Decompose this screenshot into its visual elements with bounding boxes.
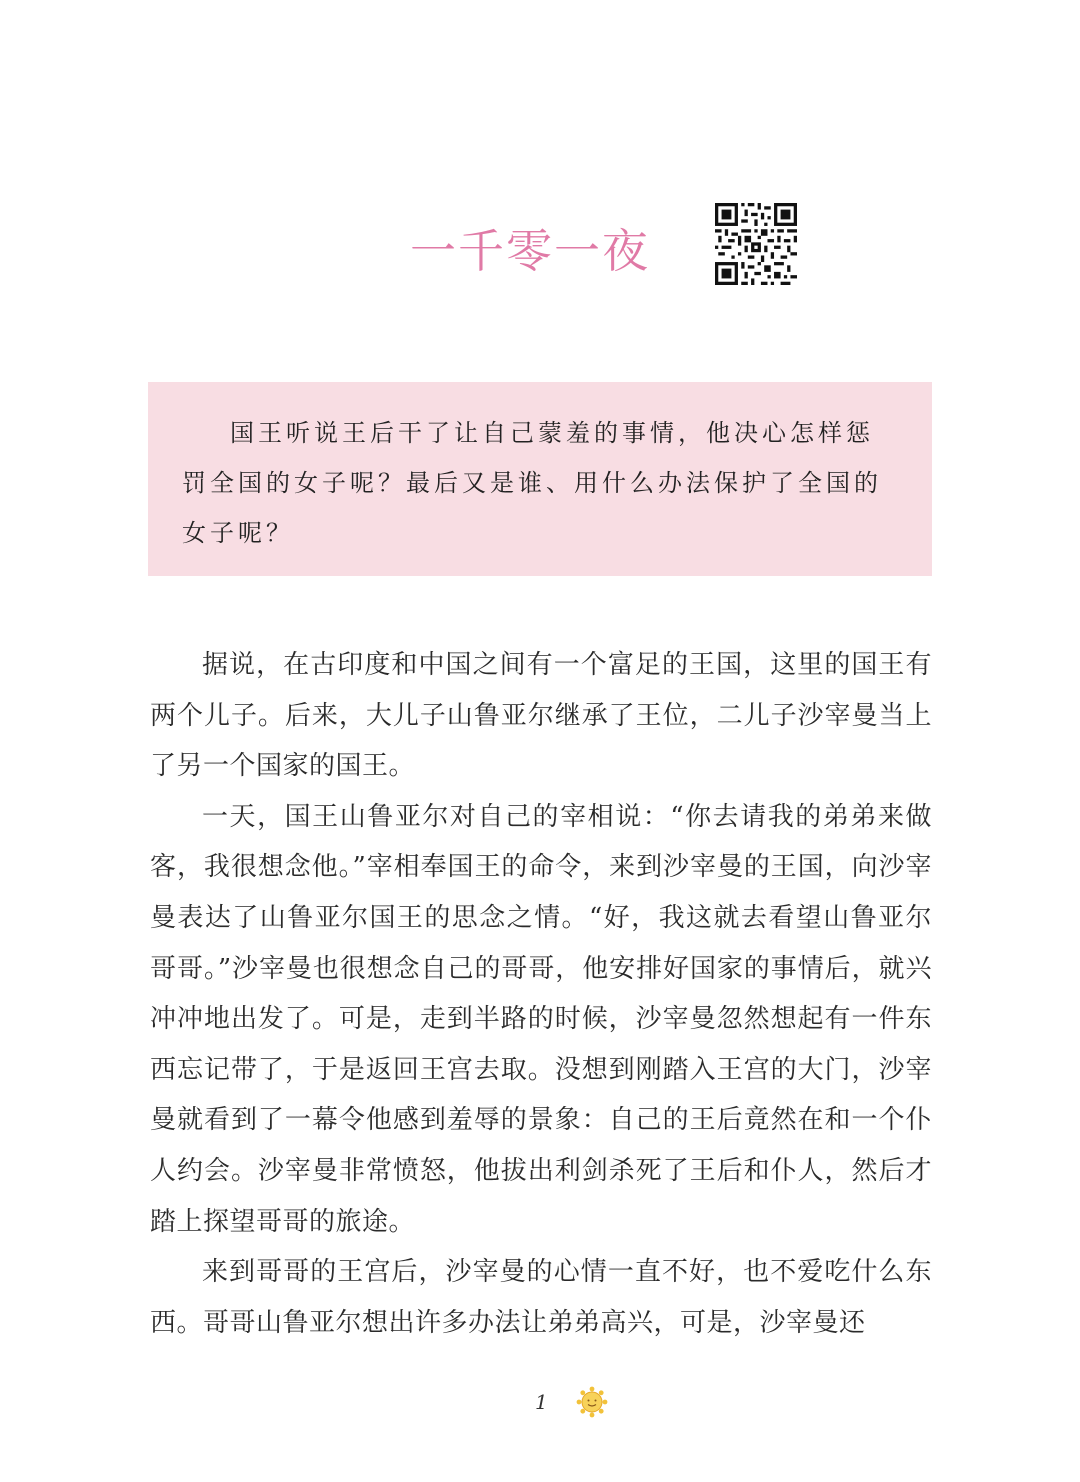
qr-code-icon: [715, 203, 797, 285]
intro-text: 国王听说王后干了让自己蒙羞的事情，他决心怎样惩罚全国的女子呢？最后又是谁、用什么办法保护了全国的女子呢？: [182, 419, 882, 547]
intro-box: [148, 382, 932, 576]
paragraph: 来到哥哥的王宫后，沙宰曼的心情一直不好，也不爱吃什么东西。哥哥山鲁亚尔想出许多办法让弟弟高兴，可是，沙宰曼还: [150, 1257, 932, 1338]
paragraph: 一天，国王山鲁亚尔对自己的宰相说：“你去请我的弟弟来做客，我很想念他。”宰相奉国王的命令，来到沙宰曼的王国，向沙宰曼表达了山鲁亚尔国王的思念之情。“好，我这就去看望山鲁亚尔哥哥。”沙宰曼也很想念自己的哥哥，他安排好国家的事情后，就兴冲冲地出发了。可是，走到半路的时候，沙宰曼忽然想起有一件东西忘记带了，于是返回王宫去取。没想到刚踏入王宫的大门，沙宰曼就看到了一幕令他感到羞辱的景象：自己的王后竟然在和一个仆人约会。沙宰曼非常愤怒，他拔出利剑杀死了王后和仆人，然后才踏上探望哥哥的旅途。: [150, 801, 932, 1237]
paragraph: 据说，在古印度和中国之间有一个富足的王国，这里的国王有两个儿子。后来，大儿子山鲁亚尔继承了王位，二儿子沙宰曼当上了另一个国家的国王。: [150, 650, 932, 782]
page-title: 一千零一夜: [410, 224, 650, 278]
page-number: 1: [535, 1390, 548, 1414]
sun-icon: [576, 1386, 608, 1418]
story-body: [150, 640, 932, 1348]
